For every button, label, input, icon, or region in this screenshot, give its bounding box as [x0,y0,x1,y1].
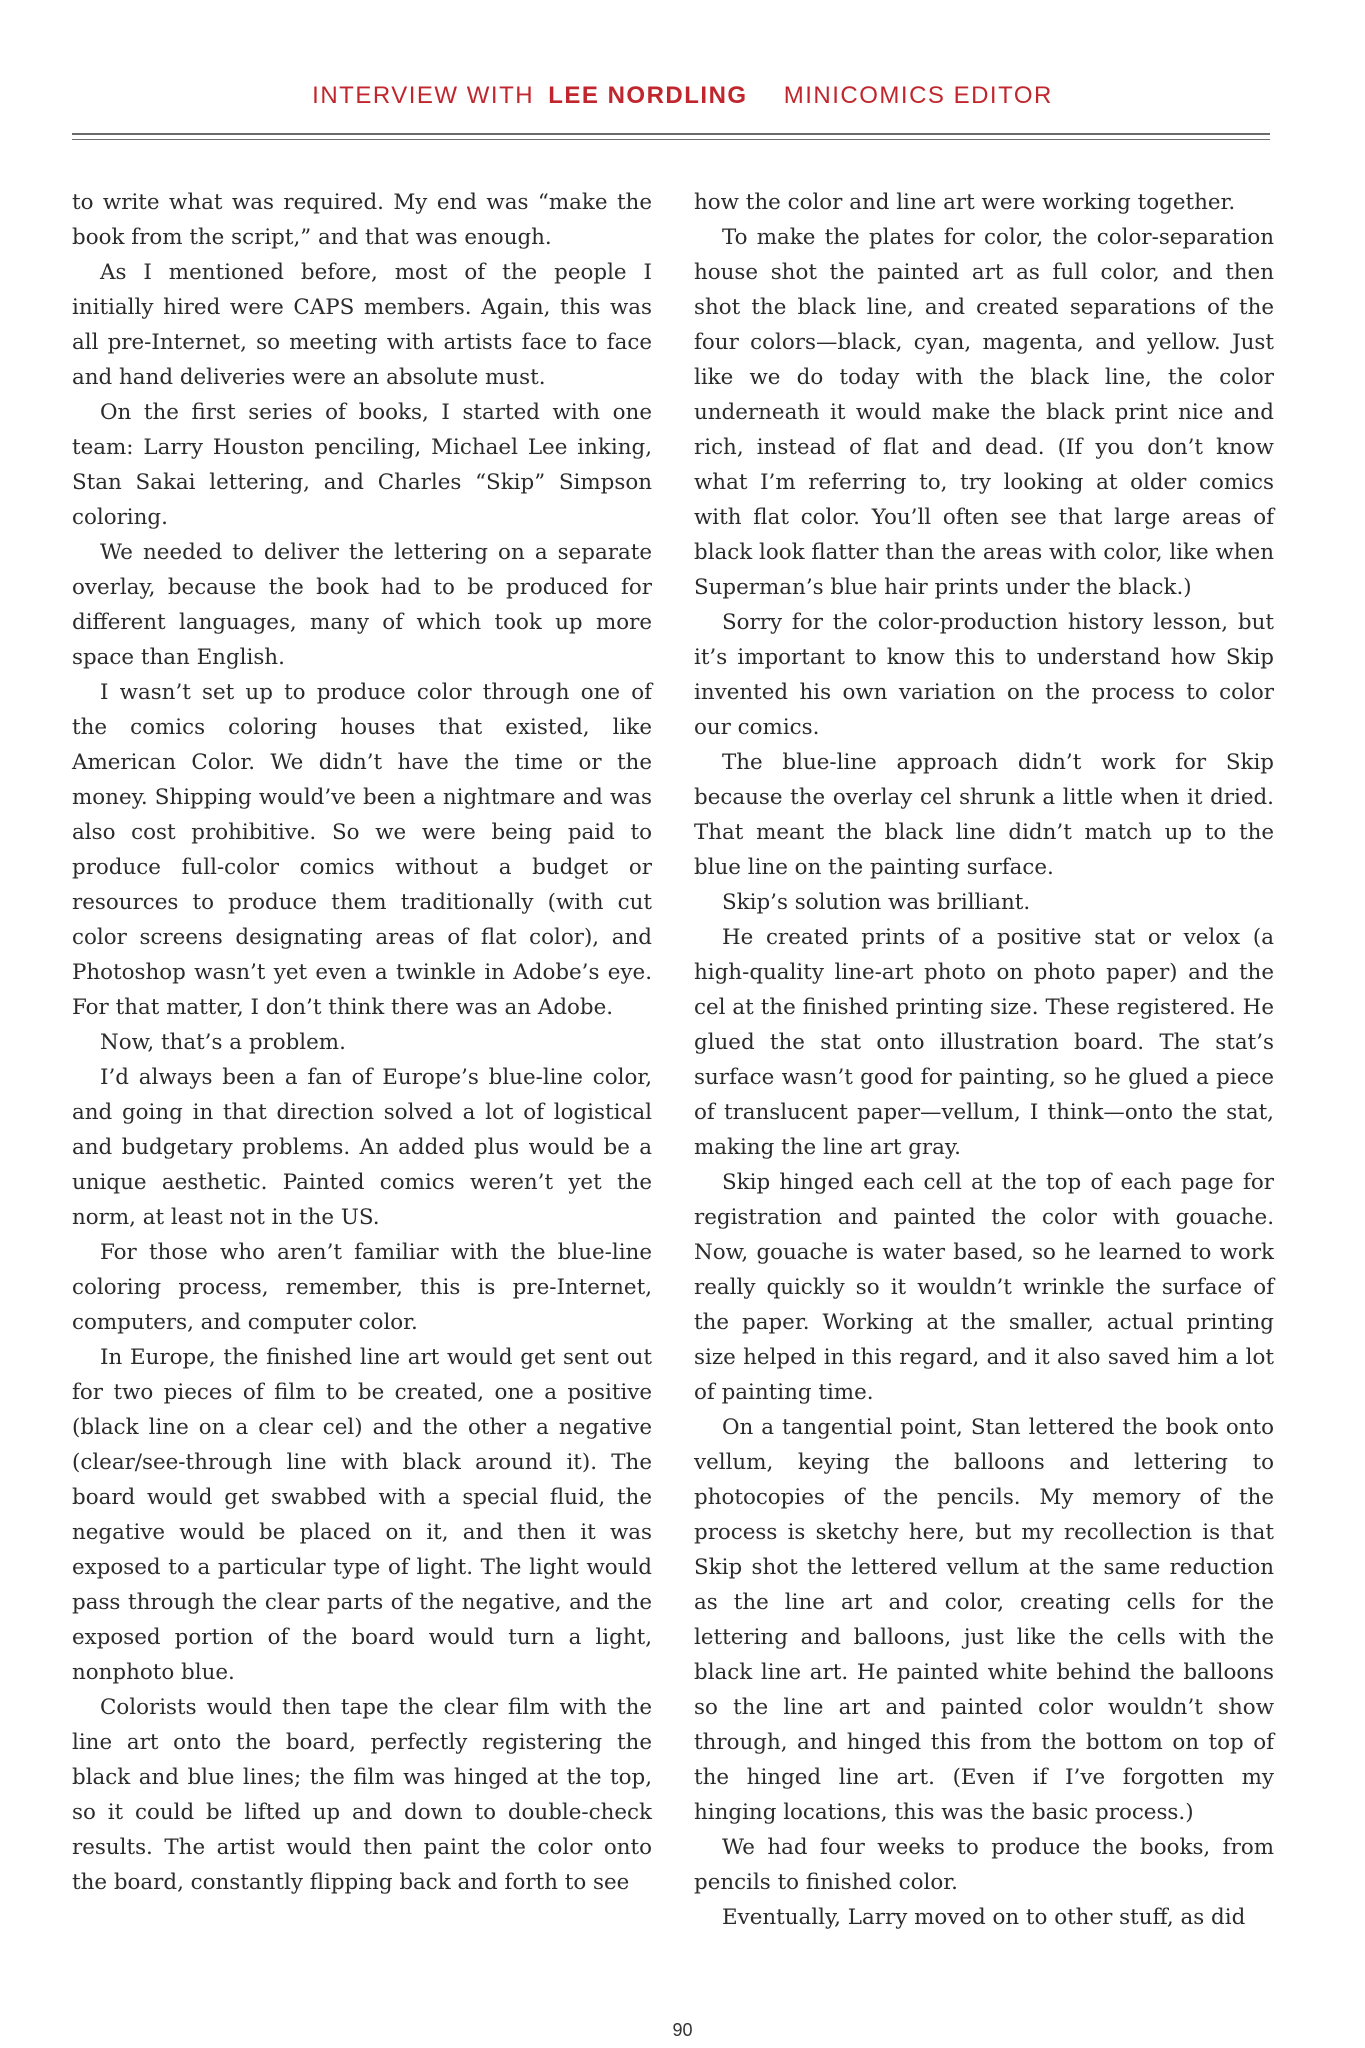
paragraph: As I mentioned before, most of the people I initially hired were CAPS members. Again, this was all pre-Internet, so meeting with artists face to face and hand deliveries were an absolute must. [72,260,652,390]
paragraph: how the color and line art were working together. [694,190,1236,215]
paragraph: Colorists would then tape the clear film with the line art onto the board, perfectly registering the black and blue lines; the film was hinged at the top, so it could be lifted up and down to double-check results. The artist would then paint the color onto the board, constantly flipping back and forth to see [72,1695,652,1895]
paragraph: I wasn’t set up to produce color through one of the comics coloring houses that existed, like American Color. We didn’t have the time or the money. Shipping would’ve been a nightmare and was also cost prohibitive. So we were being paid to produce full-color comics without a budget or resources to produce them traditionally (with cut color screens designating areas of flat color), and Photoshop wasn’t yet even a twinkle in Adobe’s eye. For that matter, I don’t think there was an Adobe. [72,680,652,1020]
paragraph: to write what was required. My end was “make the book from the script,” and that was enough. [72,190,652,250]
header-role: MINICOMICS EDITOR [783,82,1053,109]
paragraph: We needed to deliver the lettering on a separate overlay, because the book had to be produced for different languages, many of which took up more space than English. [72,540,652,670]
paragraph: Skip’s solution was brilliant. [722,890,1031,915]
paragraph: I’d always been a fan of Europe’s blue-line color, and going in that direction solved a lot of logistical and budgetary problems. An added plus would be a unique aesthetic. Painted comics weren’t yet the norm, at least not in the US. [72,1065,652,1230]
paragraph: He created prints of a positive stat or velox (a high-quality line-art photo on photo paper) and the cel at the finished printing size. These registered. He glued the stat onto illustration board. The stat’s surface wasn’t good for painting, so he glued a piece of translucent paper—vellum, I think—onto the stat, making the line art gray. [694,925,1274,1160]
header-rule-top [72,133,1270,135]
paragraph: Now, that’s a problem. [100,1030,346,1055]
header-rule-bottom [72,139,1270,140]
paragraph: In Europe, the finished line art would get sent out for two pieces of film to be created, one a positive (black line on a clear cel) and the other a negative (clear/see-through line with black around it). The board would get swabbed with a special fluid, the negative would be placed on it, and then it was exposed to a particular type of light. The light would pass through the clear parts of the negative, and the exposed portion of the board would turn a light, nonphoto blue. [72,1345,652,1685]
paragraph: Eventually, Larry moved on to other stuff, as did [722,1905,1246,1930]
header-name: LEE NORDLING [548,82,748,109]
paragraph: For those who aren’t familiar with the blue-line coloring process, remember, this is pre-Internet, computers, and computer color. [72,1240,652,1335]
right-column [694,185,1274,1935]
header-prefix: INTERVIEW WITH [312,82,535,109]
left-column [72,185,652,1900]
paragraph: We had four weeks to produce the books, from pencils to finished color. [694,1835,1274,1895]
paragraph: Sorry for the color-production history lesson, but it’s important to know this to understand how Skip invented his own variation on the process to color our comics. [694,610,1274,740]
paragraph: Skip hinged each cell at the top of each page for registration and painted the color with gouache. Now, gouache is water based, so he learned to work really quickly so it wouldn’t wrinkle the surface of the paper. Working at the smaller, actual printing size helped in this regard, and it also saved him a lot of painting time. [694,1170,1274,1405]
paragraph: On the first series of books, I started with one team: Larry Houston penciling, Michael Lee inking, Stan Sakai lettering, and Charles “Skip” Simpson coloring. [72,400,652,530]
running-header [0,82,1365,110]
page-number: 90 [672,2020,693,2040]
paragraph: To make the plates for color, the color-separation house shot the painted art as full color, and then shot the black line, and created separations of the four colors—black, cyan, magenta, and yellow. Just like we do today with the black line, the color underneath it would make the black print nice and rich, instead of flat and dead. (If you don’t know what I’m referring to, try looking at older comics with flat color. You’ll often see that large areas of black look flatter than the areas with color, like when Superman’s blue hair prints under the black.) [694,225,1274,600]
paragraph: The blue-line approach didn’t work for Skip because the overlay cel shrunk a little when it dried. That meant the black line didn’t match up to the blue line on the painting surface. [694,750,1274,880]
paragraph: On a tangential point, Stan lettered the book onto vellum, keying the balloons and lettering to photocopies of the pencils. My memory of the process is sketchy here, but my recollection is that Skip shot the lettered vellum at the same reduction as the line art and color, creating cells for the lettering and balloons, just like the cells with the black line art. He painted white behind the balloons so the line art and painted color wouldn’t show through, and hinged this from the bottom on top of the hinged line art. (Even if I’ve forgotten my hinging locations, this was the basic process.) [694,1415,1274,1825]
